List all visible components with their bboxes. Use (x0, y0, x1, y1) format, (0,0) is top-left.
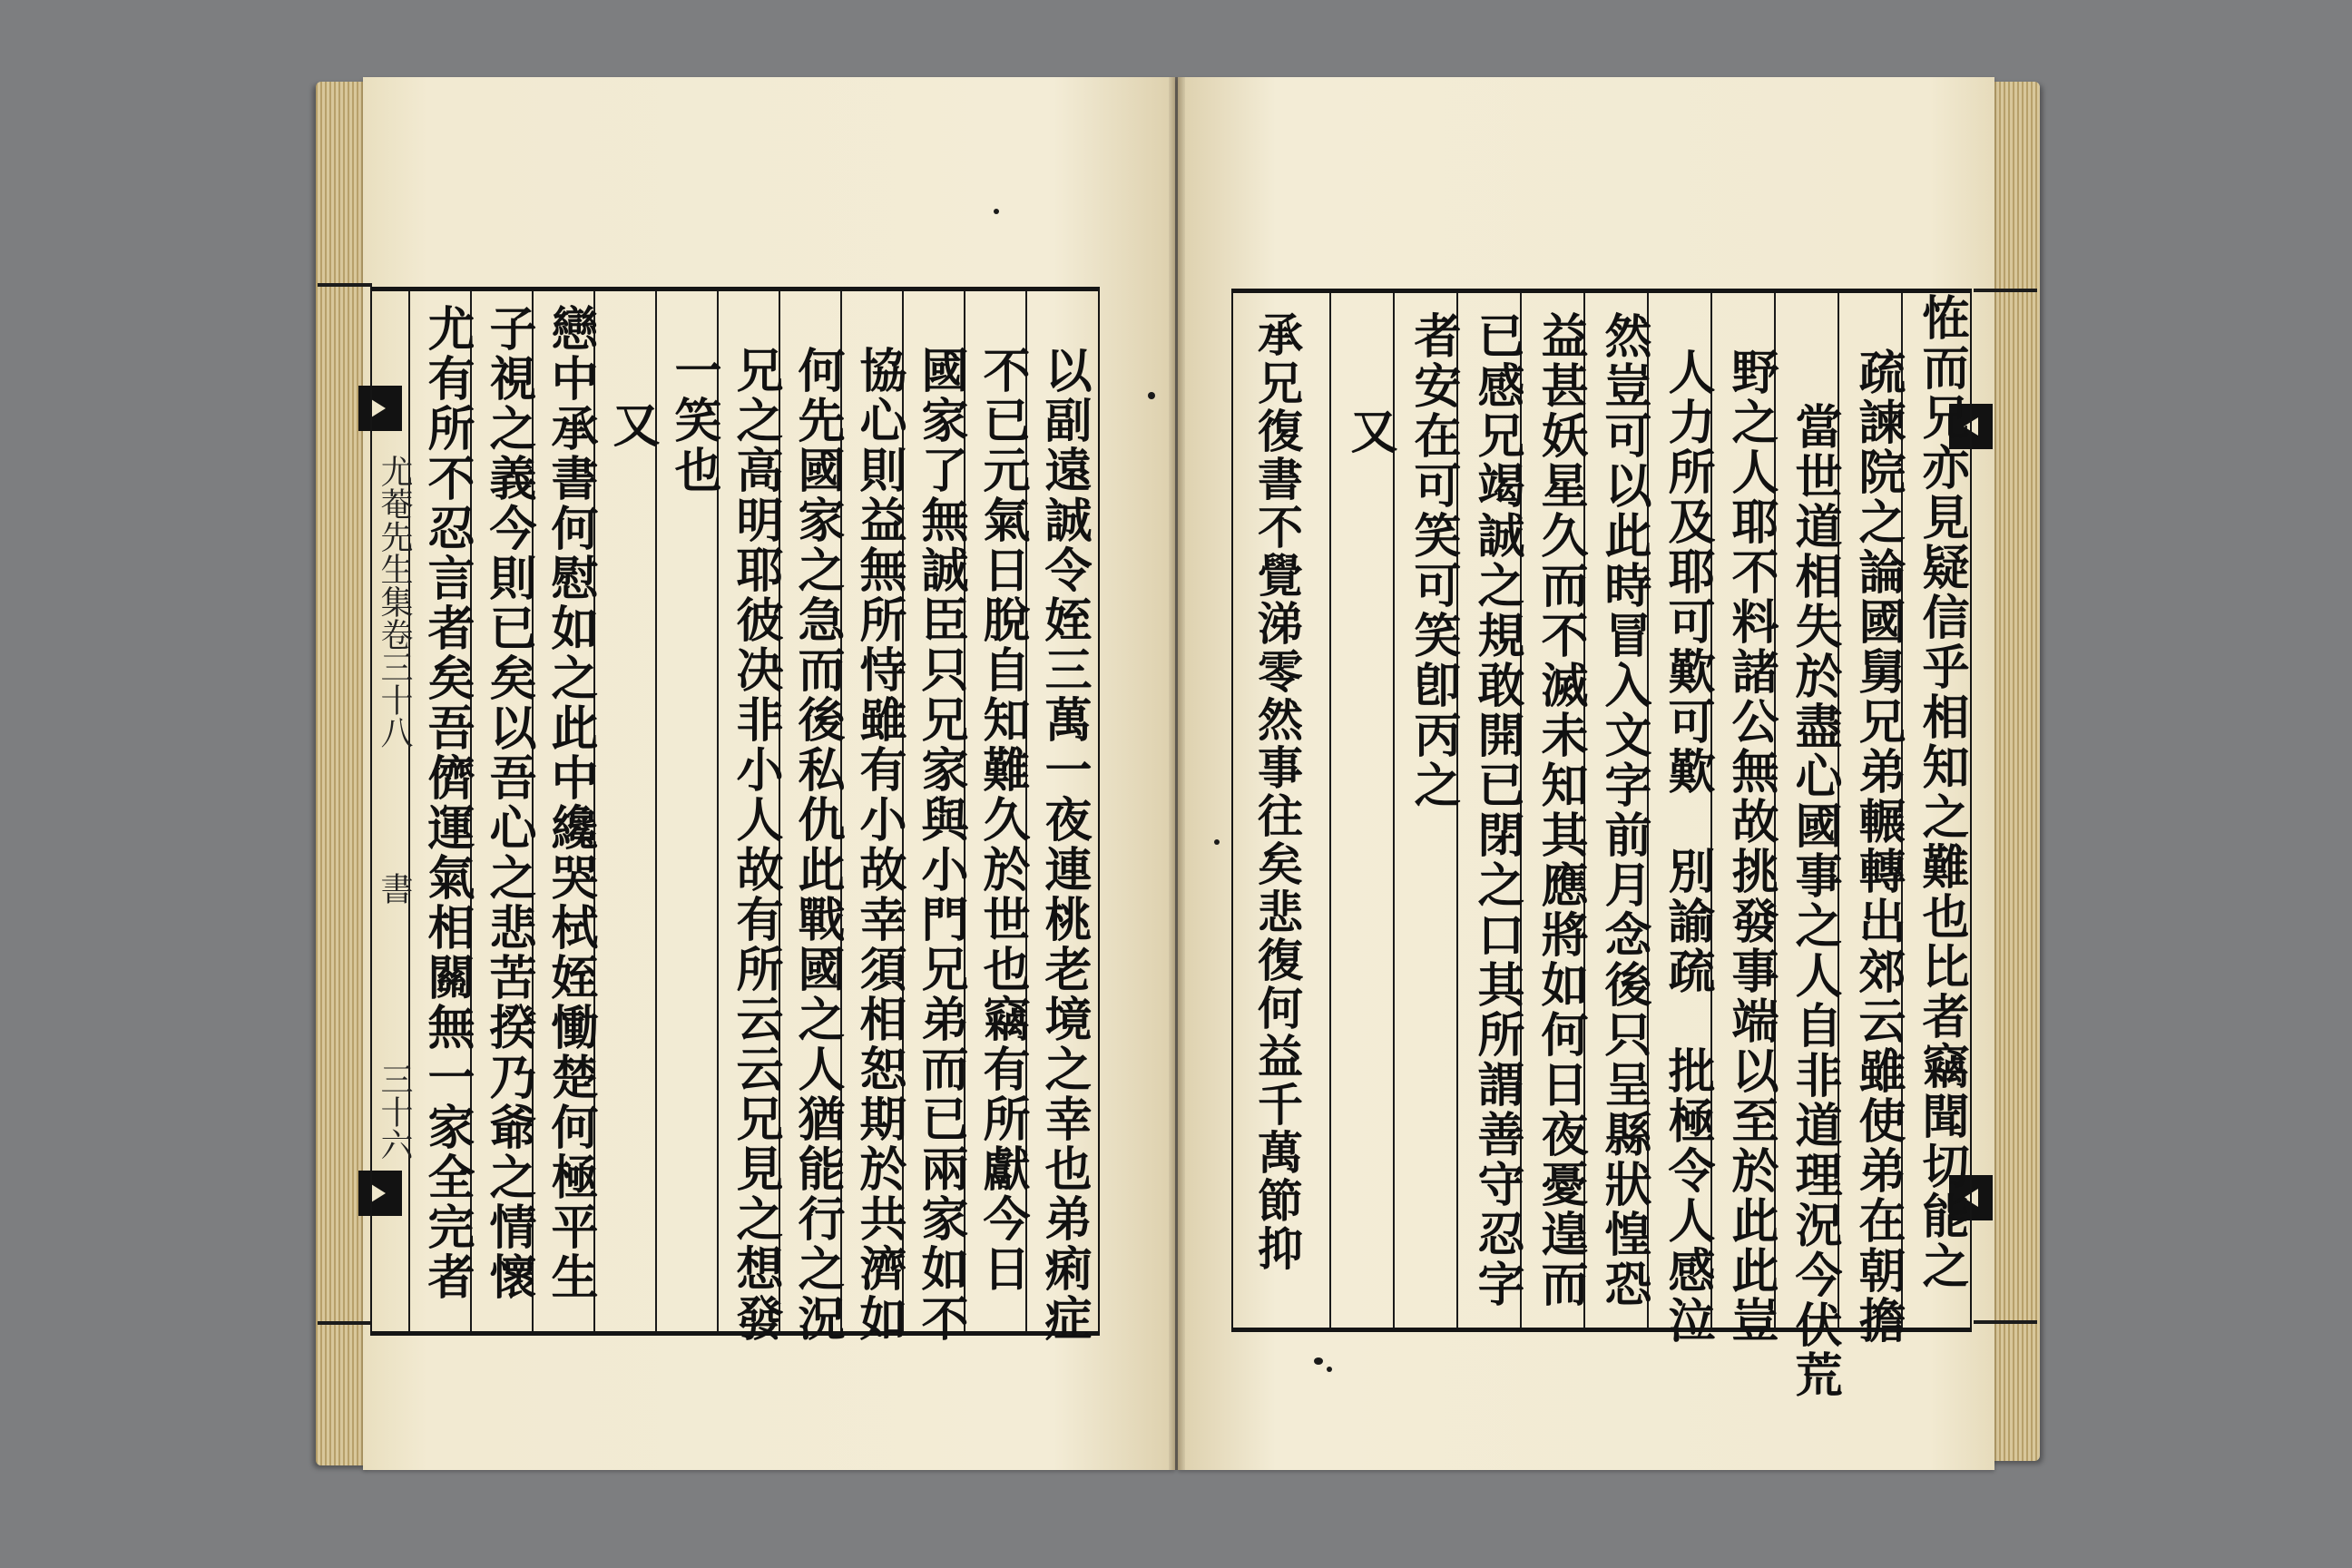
left-text-frame (370, 287, 1100, 1344)
text-column: 協心則益無所恃雖有小故幸須相恕期於共濟如 (851, 346, 906, 1344)
text-column: 國家了無誠臣只兄家與小門兄弟而已兩家如不 (913, 346, 968, 1344)
binding-string (318, 283, 372, 287)
ink-speck (994, 209, 999, 214)
left-page-edges (316, 82, 370, 1465)
text-column: 恠而兄亦見疑信乎相知之難也比者竊聞切能之 (1914, 293, 1969, 1291)
binding-string (318, 1321, 372, 1325)
page-number: 三十六 (376, 1063, 413, 1161)
text-column: 何先國家之急而後私仇此戰國之人猶能行之況 (789, 346, 845, 1344)
text-column: 當世道相失於盡心國事之人自非道理況今伏荒 (1787, 402, 1842, 1400)
text-column-heading: 又 (1342, 407, 1397, 456)
text-column: 然豈可以此時冒入文字前月念後只呈縣狀惶恐 (1596, 311, 1651, 1309)
book-gutter (1169, 77, 1185, 1470)
text-column: 已感兄竭誠之規敢開已閉之口其所謂善守忍字 (1469, 311, 1524, 1309)
text-column: 不已元氣日脫自知難久於世也竊有所獻今日 (975, 346, 1030, 1294)
column-rule (408, 291, 410, 1331)
text-column: 人力所及耶可歎可歎 別諭疏 批極令人感泣 (1660, 348, 1715, 1346)
text-column: 疏諫院之論國舅兄弟輾轉出郊云雖使弟在朝擔 (1850, 348, 1906, 1346)
text-column: 一笑也 (666, 346, 721, 495)
column-rule (1329, 293, 1331, 1328)
book-title-margin: 尤菴先生集卷三十八 (376, 455, 413, 749)
binding-string (1974, 1320, 2037, 1324)
text-column: 子視之義今則已矣以吾心之悲苦揆乃爺之情懷 (481, 304, 536, 1302)
text-column: 兄之高明耶彼决非小人故有所云云兄見之想發 (728, 346, 783, 1344)
ink-speck (1148, 392, 1155, 399)
text-column: 承兄復書不覺涕零然事往矣悲復何益千萬節抑 (1250, 311, 1304, 1273)
text-column: 益甚妖星久而不滅未知其應將如何日夜憂遑而 (1533, 311, 1588, 1309)
text-column: 尤有所不忍言者矣吾儕運氣相關無一家全完者 (419, 304, 475, 1302)
right-text-frame (1231, 289, 1972, 1400)
ink-speck (1327, 1367, 1332, 1372)
text-column: 者安在可笑可笑卽丙之 (1406, 311, 1461, 810)
text-column: 以副遠誠令姪三萬一夜連桃老境之幸也弟痢症 (1036, 346, 1092, 1344)
ink-speck (1214, 839, 1220, 845)
text-column: 野之人耶不料諸公無故挑發事端以至於此此豈 (1723, 348, 1779, 1346)
center-fold-line (1098, 287, 1100, 1330)
ink-speck (1314, 1357, 1323, 1365)
text-column: 戀中承書何慰如之此中纔哭栻姪慟楚何極平生 (543, 304, 598, 1302)
text-column-heading: 又 (604, 400, 660, 450)
section-label: 書 (376, 872, 413, 905)
binding-string (1974, 289, 2037, 292)
